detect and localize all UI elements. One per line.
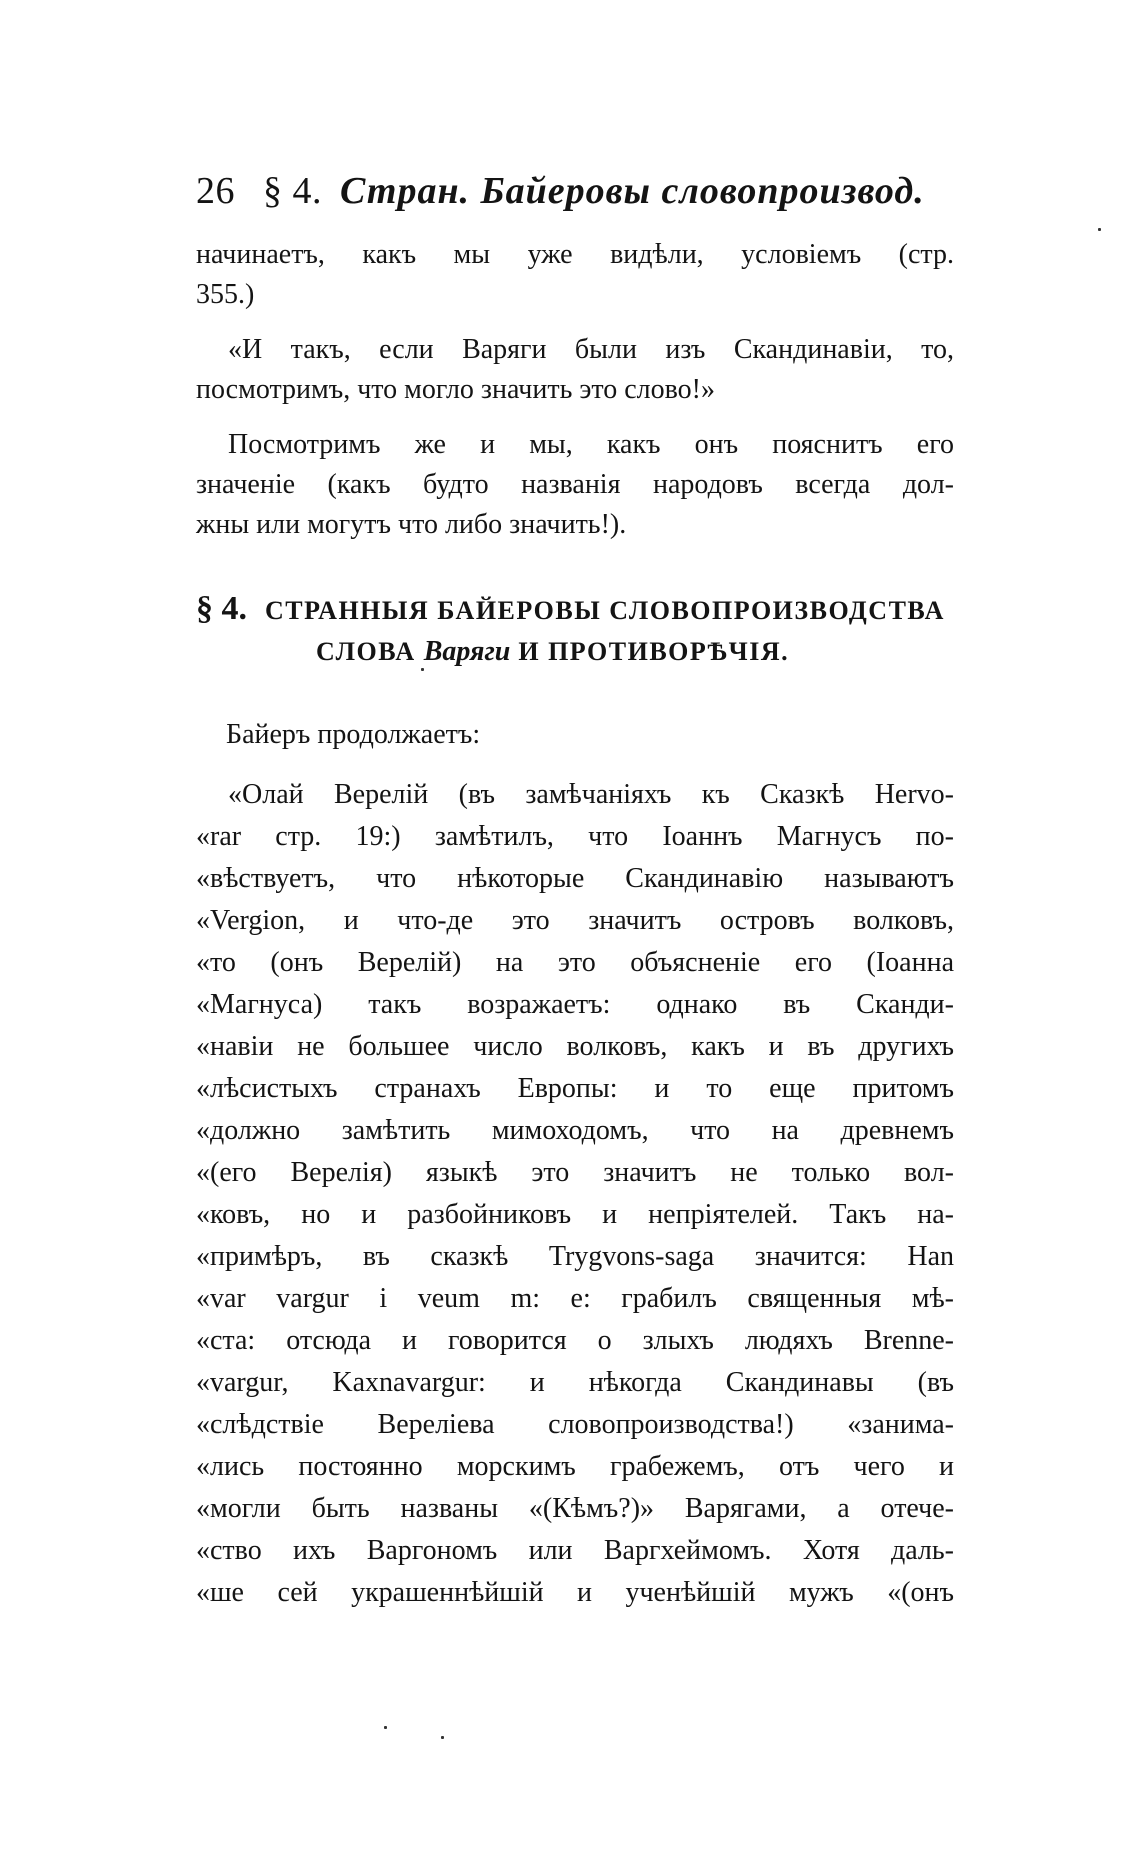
text-line: 355.) (196, 279, 255, 310)
text-line: «ковъ, но и разбойниковъ и непріятелей. Такъ на- (196, 1199, 954, 1230)
text-line: посмотримъ, что могло значить это слово!» (196, 374, 715, 405)
section-heading-line1 (196, 590, 945, 628)
text-line: «могли быть названы «(Кѣмъ?)» Варягами, а отече- (196, 1493, 954, 1524)
text-line: «примѣръ, въ сказкѣ Trygvons-saga значится: Han (196, 1241, 954, 1272)
section-heading-word: СЛОВА (316, 637, 416, 666)
text-line: «rar стр. 19:) замѣтилъ, что Іоаннъ Магнусъ по- (196, 821, 954, 852)
section-heading-text: СТРАННЫЯ БАЙЕРОВЫ СЛОВОПРОИЗВОДСТВА (265, 596, 945, 625)
text-line: «И такъ, если Варяги были изъ Скандинавіи, то, (228, 334, 954, 365)
text-line: «(его Верелія) языкѣ это значитъ не только вол- (196, 1157, 954, 1188)
text-line: «навіи не большее число волковъ, какъ и въ другихъ (196, 1031, 954, 1062)
print-speck (384, 1726, 387, 1729)
text-line: «Олай Верелій (въ замѣчаніяхъ къ Сказкѣ Hervo- (228, 779, 954, 810)
text-line: начинаетъ, какъ мы уже видѣли, условіемъ (стр. (196, 239, 954, 270)
text-line: Посмотримъ же и мы, какъ онъ пояснитъ его (228, 429, 954, 460)
text-line: «лись постоянно морскимъ грабежемъ, отъ чего и (196, 1451, 954, 1482)
print-speck (421, 668, 424, 671)
header-section-mark: § 4. (263, 170, 322, 212)
text-line: «лѣсистыхъ странахъ Европы: и то еще притомъ (196, 1073, 954, 1104)
text-line: «то (онъ Верелій) на это объясненіе его (Іоанна (196, 947, 954, 978)
text-line: «должно замѣтить мимоходомъ, что на древнемъ (196, 1115, 954, 1146)
running-header (196, 168, 954, 214)
text-line: «Магнуса) такъ возражаетъ: однако въ Сканди- (196, 989, 954, 1020)
running-title: Стран. Байеровы словопроизвод. (340, 170, 925, 212)
section-heading-mark: § 4. (196, 590, 247, 627)
text-line: значеніе (какъ будто названія народовъ всегда дол- (196, 469, 954, 500)
text-line: Байеръ продолжаетъ: (226, 719, 481, 750)
text-line: «слѣдствіе Вереліева словопроизводства!) «занима- (196, 1409, 954, 1440)
text-line: «ство ихъ Варгономъ или Варгхеймомъ. Хотя даль- (196, 1535, 954, 1566)
text-line: «вѣствуетъ, что нѣкоторые Скандинавію называютъ (196, 863, 954, 894)
text-line: «var vargur i veum m: e: грабилъ священныя мѣ- (196, 1283, 954, 1314)
section-heading-italic-word: Варяги (423, 636, 511, 667)
page-number: 26 (196, 170, 235, 212)
text-line: жны или могутъ что либо значить!). (196, 509, 627, 540)
section-heading-word: И ПРОТИВОРѢЧІЯ. (518, 637, 790, 666)
print-speck (441, 1736, 444, 1739)
text-line: «ше сей украшеннѣйшій и ученѣйшій мужъ «(онъ (196, 1577, 954, 1608)
section-heading-line2 (316, 636, 789, 668)
text-line: «ста: отсюда и говорится о злыхъ людяхъ Brenne- (196, 1325, 954, 1356)
print-speck (1098, 228, 1101, 231)
text-line: «Vergion, и что-де это значитъ островъ волковъ, (196, 905, 954, 936)
text-line: «vargur, Kaxnavargur: и нѣкогда Скандинавы (въ (196, 1367, 954, 1398)
